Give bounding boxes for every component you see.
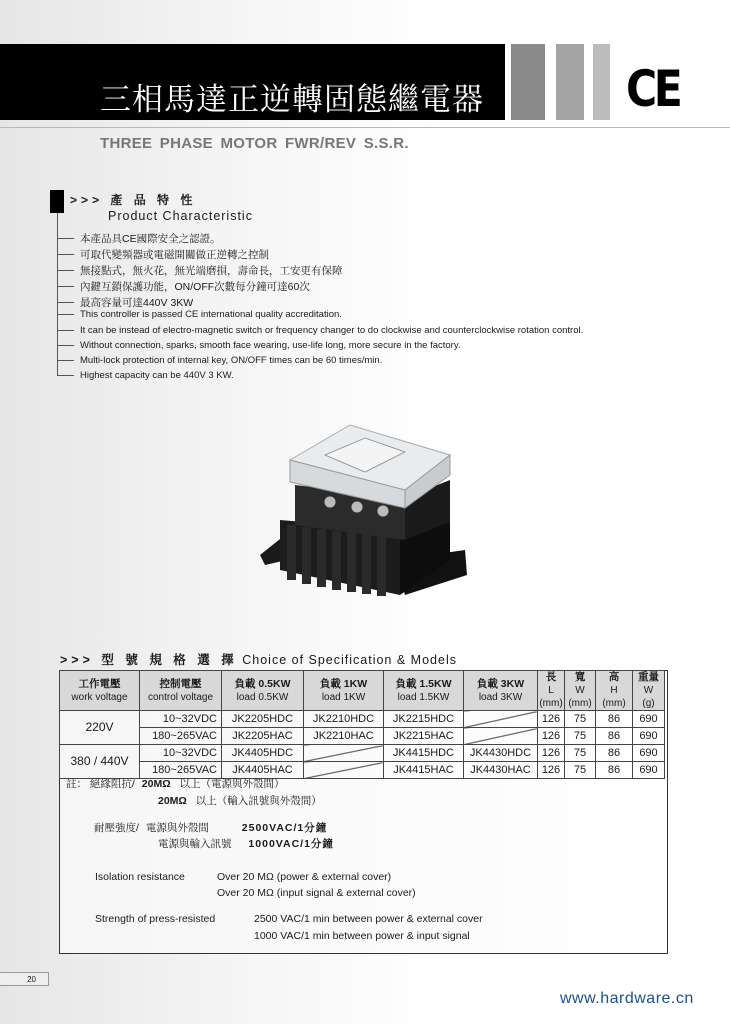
empty-cell [464,728,538,745]
website-link[interactable]: www.hardware.cn [560,990,694,1007]
tree-tick [57,238,74,239]
note-withstand-en-1: 2500 VAC/1 min between power & external cover [254,913,483,925]
header-divider [0,127,730,128]
feature-item: 內鍵互鎖保護功能，ON/OFF次數每分鐘可達60次 [57,279,310,294]
note-withstand-cn-2: 電源與輸入訊號 1000VAC/1分鐘 [158,838,334,850]
tree-tick [57,375,74,376]
work-voltage-cell: 380 / 440V [60,745,140,779]
tree-tick [57,314,74,315]
note-withstand-en-2: 1000 VAC/1 min between power & input signal [254,930,470,942]
table-header-row [60,671,665,711]
decor-bar-1 [511,44,545,120]
work-voltage-cell: 220V [60,711,140,745]
table-row: 180~265VAC JK4405HAC JK4415HAC JK4430HAC 126 75 86 690 [60,762,665,779]
note-insulation-en-2: Over 20 MΩ (input signal & external cover) [217,887,416,899]
feature-item: 可取代變頻器或電磁開關做正逆轉之控制 [57,247,269,262]
product-photo [255,410,475,620]
feature-item-en: Multi-lock protection of internal key, ON/OFF times can be 60 times/min. [57,355,382,366]
ce-mark-icon: CE [626,60,680,118]
feature-item-en: Without connection, sparks, smooth face wearing, use-life long, more secure in the factory. [57,340,461,351]
tree-tick [57,330,74,331]
col-header: 寬 W (mm) [565,671,596,711]
feature-item-en: Highest capacity can be 440V 3 KW. [57,370,234,381]
page-subtitle: THREE PHASE MOTOR FWR/REV S.S.R. [100,135,409,152]
col-header: 工作電壓 work voltage [60,671,140,711]
tree-tick [57,302,74,303]
empty-cell [304,762,384,779]
col-header: 負載 0.5KW load 0.5KW [222,671,304,711]
col-header: 長 L (mm) [539,671,563,709]
note-insulation-cn-2: 20MΩ 以上（輸入訊號與外殼間） [158,795,322,807]
decor-bar-3 [593,44,610,120]
tree-tick [57,345,74,346]
note-insulation-cn-1: 註： 絕緣阻抗/ 20MΩ 以上（電源與外殼間） [66,778,285,790]
characteristics-heading-en: Product Characteristic [108,209,253,223]
table-row: 380 / 440V 10~32VDC JK4405HDC JK4415HDC JK4430HDC 126 75 86 690 [60,745,665,762]
decor-bar-2 [556,44,584,120]
tree-tick [57,254,74,255]
table-row: 180~265VAC JK2205HAC JK2210HAC JK2215HAC 126 75 86 690 [60,728,665,745]
feature-item: 最高容量可達440V 3KW [57,295,193,310]
note-insulation-en-1: Over 20 MΩ (power & external cover) [217,871,392,883]
page-number: 20 [0,972,49,986]
col-header: 控制電壓 control voltage [140,671,222,711]
empty-cell [304,745,384,762]
col-header: 負載 3KW load 3KW [464,671,538,711]
feature-item-en: It can be instead of electro-magnetic switch or frequency changer to do clockwise and counterclockwise rotation control. [57,325,583,336]
col-header: 高 H (mm) [596,671,633,711]
col-header: 重量 W (g) [633,671,665,711]
characteristics-heading-cn: >>> 產 品 特 性 [70,193,197,207]
feature-item-en: This controller is passed CE international quality accreditation. [57,309,342,320]
tree-tick [57,360,74,361]
col-header: 負載 1KW load 1KW [304,671,384,711]
tree-tick [57,270,74,271]
note-withstand-cn-1: 耐壓強度/ 電源與外殼間 2500VAC/1分鐘 [94,822,328,834]
spec-heading: >>> 型 號 規 格 選 擇 Choice of Specification & Models [60,653,457,667]
tree-tick [57,286,74,287]
empty-cell [464,711,538,728]
feature-item: 本產品具CE國際安全之認證。 [57,231,221,246]
feature-item: 無接點式，無火花，無光端磨損，壽命長，工安更有保障 [57,263,343,278]
page-title: 三相馬達正逆轉固態繼電器 [100,82,484,118]
section-marker [50,190,64,213]
col-header: 負載 1.5KW load 1.5KW [384,671,464,711]
note-withstand-en-label: Strength of press-resisted [95,913,216,925]
spec-table [59,670,665,779]
table-row: 220V 10~32VDC JK2205HDC JK2210HDC JK2215HDC 126 75 86 690 [60,711,665,728]
note-insulation-en-label: Isolation resistance [95,871,185,883]
